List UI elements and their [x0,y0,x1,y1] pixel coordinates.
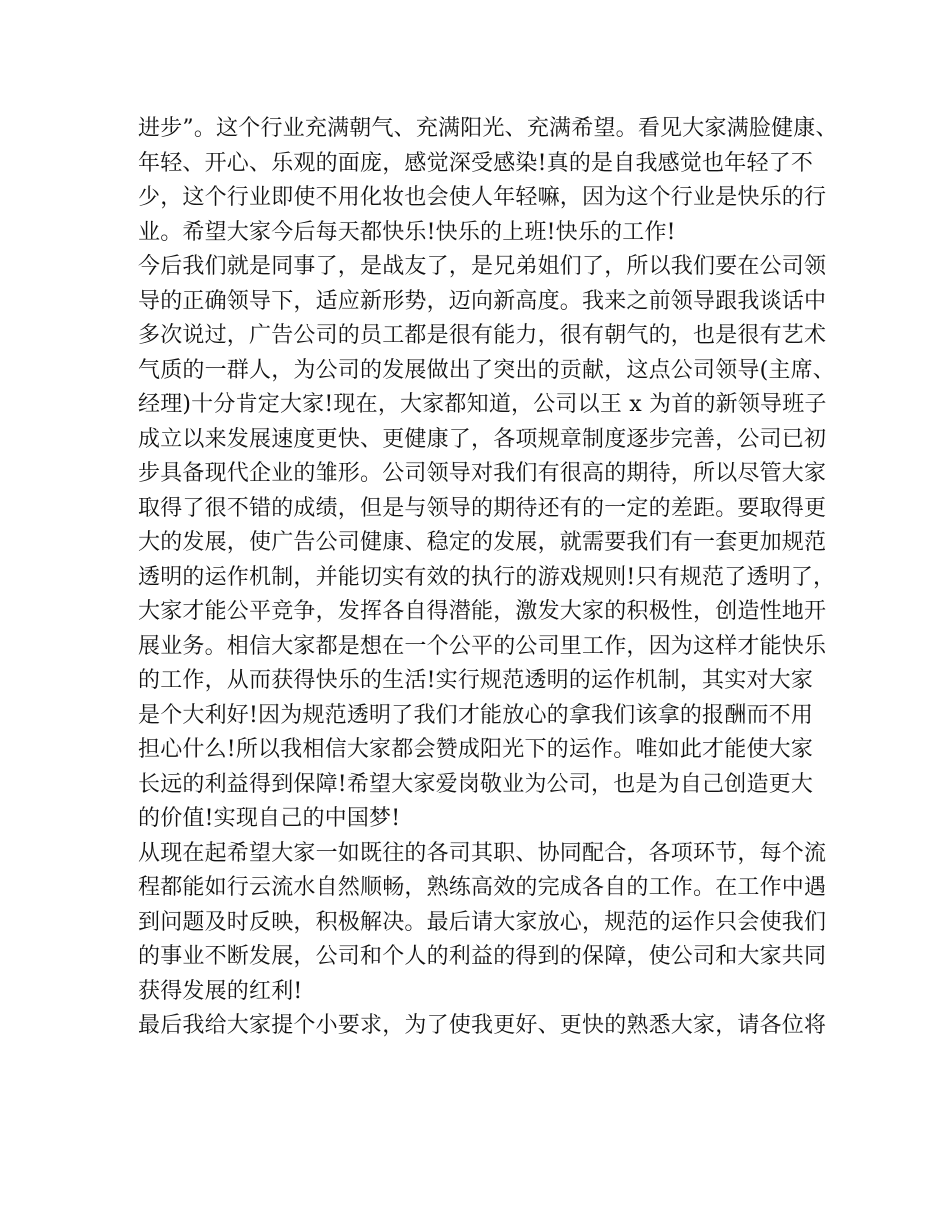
text-line: 是个大利好!因为规范透明了我们才能放心的拿我们该拿的报酬而不用 [138,702,814,728]
text-line: 年轻、开心、乐观的面庞，感觉深受感染!真的是自我感觉也年轻了不 [138,150,814,176]
text-line: 导的正确领导下，适应新形势，迈向新高度。我来之前领导跟我谈话中 [138,288,827,314]
text-line: 最后我给大家提个小要求，为了使我更好、更快的熟悉大家，请各位将 [138,1013,827,1038]
text-line: 的工作，从而获得快乐的生活!实行规范透明的运作机制，其实对大家 [138,668,814,693]
text-line: 透明的运作机制，并能切实有效的执行的游戏规则!只有规范了透明了， [138,564,836,590]
text-line: 气质的一群人，为公司的发展做出了突出的贡献，这点公司领导(主席、 [138,357,835,383]
text-line: 程都能如行云流水自然顺畅，熟练高效的完成各自的工作。在工作中遇 [138,875,827,900]
text-line: 步具备现代企业的雏形。公司领导对我们有很高的期待，所以尽管大家 [138,461,827,486]
text-line: 少，这个行业即使不用化妆也会使人年轻嘛，因为这个行业是快乐的行 [138,185,827,210]
text-line: 展业务。相信大家都是想在一个公平的公司里工作，因为这样才能快乐 [138,633,827,659]
text-line: 成立以来发展速度更快、更健康了，各项规章制度逐步完善，公司已初 [138,426,827,452]
text-line: 业。希望大家今后每天都快乐!快乐的上班!快乐的工作! [138,219,676,245]
text-line: 担心什么!所以我相信大家都会赞成阳光下的运作。唯如此才能使大家 [138,737,814,762]
text-line: 的事业不断发展，公司和个人的利益的得到的保障，使公司和大家共同 [138,944,827,969]
text-line: 进步”。这个行业充满朝气、充满阳光、充满希望。看见大家满脸健康、 [138,116,838,141]
text-line: 大家才能公平竞争，发挥各自得潜能，激发大家的积极性，创造性地开 [138,599,827,624]
text-line: 今后我们就是同事了，是战友了，是兄弟姐们了，所以我们要在公司领 [138,254,827,279]
text-line: 大的发展，使广告公司健康、稳定的发展，就需要我们有一套更加规范 [138,530,827,555]
text-line: 到问题及时反映，积极解决。最后请大家放心，规范的运作只会使我们 [138,909,827,935]
text-line: 从现在起希望大家一如既往的各司其职、协同配合，各项环节，每个流 [138,840,827,866]
text-line: 长远的利益得到保障!希望大家爱岗敬业为公司，也是为自己创造更大 [138,771,814,797]
text-line: 取得了很不错的成绩，但是与领导的期待还有的一定的差距。要取得更 [138,495,827,521]
text-line: 多次说过，广告公司的员工都是很有能力，很有朝气的，也是很有艺术 [138,323,827,348]
text-line: 获得发展的红利! [138,978,303,1004]
text-line: 的价值!实现自己的中国梦! [138,806,401,831]
text-line: 经理)十分肯定大家!现在，大家都知道，公司以王 x 为首的新领导班子 [138,392,827,417]
document-body [138,112,838,1044]
